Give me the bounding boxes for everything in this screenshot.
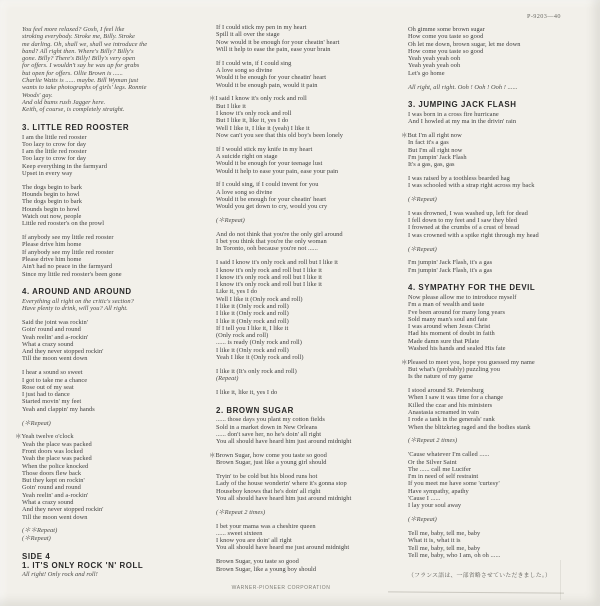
song-header: [22, 287, 208, 296]
lyric-line: but open for offers. Ollie Brown is ......: [22, 69, 123, 77]
stanza-block: [216, 523, 404, 552]
header-line: 2. BROWN SUGAR: [216, 405, 294, 415]
lyric-line: I'm in need of self restraint: [408, 473, 479, 481]
song-header: [22, 123, 208, 132]
header-line: 4. AROUND AND AROUND: [22, 287, 132, 297]
stanza-block: [216, 558, 404, 573]
lyric-line: Goin' round and round: [22, 326, 81, 334]
lyric-line: I bet you think that you're the only woman: [216, 238, 327, 246]
lyric-line: I fell down to my feet and I saw they bled: [408, 217, 517, 225]
lyric-line: What a crazy sound: [22, 340, 74, 348]
lyric-line: What it is, what it is: [408, 537, 461, 545]
lyric-line: I lay your soul away: [408, 502, 462, 510]
note-block: [216, 509, 404, 516]
lyric-line: gone. Billy? There's Billy! Billy's very open: [22, 55, 136, 63]
lyric-line: But they kept on rockin': [22, 477, 85, 485]
lyric-line: ...... is ready (Only rock and roll): [216, 339, 302, 347]
lyric-line: ＊Brown Sugar, how come you taste so good: [209, 451, 327, 459]
lyric-line: I know it's only rock and roll but I like it: [216, 281, 322, 289]
stanza-block: [216, 416, 404, 445]
intro-block: [22, 26, 208, 114]
lyric-line: (＊Repeat): [22, 419, 51, 427]
header-line: 3. JUMPING JACK FLASH: [408, 100, 517, 110]
lyric-line: ...... those days you plant my cotton fields: [216, 416, 325, 424]
lyric-line: (＊＊Repeat): [22, 527, 58, 535]
lyric-line: If you meet me have some 'curtesy': [408, 480, 500, 488]
lyric-line: Now can't you see that this old boy's been lonely: [216, 131, 344, 139]
header-line: 1. IT'S ONLY ROCK 'N' ROLL: [22, 560, 144, 570]
lyric-line: I was born in a cross fire hurricane: [408, 110, 499, 118]
lyric-line: (＊Repeat 2 times): [408, 437, 458, 445]
lyric-line: (Only rock and roll): [216, 332, 269, 340]
lyric-line: And I howled at my ma in the drivin' rain: [408, 118, 517, 126]
stanza-block: [216, 473, 404, 502]
stanza-block: [209, 95, 404, 139]
lyric-line: Well I like it, I like it (yeah) I like it: [216, 124, 310, 132]
lyric-line: But I like it, like it, yes I do: [216, 117, 289, 125]
lyric-line: I know it's only rock and roll: [216, 109, 292, 117]
lyric-line: And do not think that you're the only girl around: [216, 230, 343, 238]
lyric-line: It's a gas, gas, gas: [408, 161, 455, 169]
lyric-line: Have sympathy, apathy: [408, 487, 469, 495]
lyric-line: Had his moment of doubt in faith: [408, 330, 495, 338]
stanza-block: [22, 134, 208, 178]
lyric-line: ＊I said I know it's only rock and roll: [209, 95, 307, 103]
lyric-line: I was drowned, I was washed up, left for dead: [408, 209, 528, 217]
song-header: [216, 406, 404, 415]
lyric-line: me darling. Oh, shall we, shall we introduce the: [22, 40, 148, 48]
lyric-line: I'm jumpin' Jack Flash: [408, 153, 467, 161]
lyric-line: I like it, like it, yes I do: [216, 388, 278, 396]
lyric-line: Woods' gay.: [22, 91, 53, 99]
lyric-line: A love song so divine: [216, 66, 273, 74]
lyric-line: Yeah I like it (Only rock and roll): [216, 354, 304, 362]
lyric-line: I just had to dance: [22, 391, 70, 399]
lyric-line: How come you taste so good: [408, 33, 484, 41]
lyric-line: (＊Repeat): [408, 196, 437, 204]
catalog-number: P-9203—40: [527, 13, 561, 20]
lyric-line: Have plenty to drink, will you? All right.: [22, 305, 128, 313]
stanza-block: [408, 530, 596, 559]
stanza-block: [216, 24, 404, 53]
stanza-block: [216, 368, 404, 375]
stanza-block: [15, 433, 208, 521]
lyric-line: I stood around St. Petersburg: [408, 387, 484, 395]
lyric-line: But what's (probably) puzzling you: [408, 366, 500, 374]
lyric-line: (＊Repeat 2 times): [216, 508, 266, 516]
lyric-line: I frowned at the crumbs of a crust of bread: [408, 224, 520, 232]
lyrics-column-2: [209, 24, 404, 573]
lyric-line: When the blitzkrieg raged and the bodies stank: [408, 423, 531, 431]
lyric-line: But I'm all right now: [408, 146, 463, 154]
lyric-line: Sold many man's soul and fate: [408, 315, 488, 323]
lyric-line: If I tell you I like it, I like it: [216, 324, 289, 332]
lyric-line: Yeah the place was packed: [22, 455, 92, 463]
lyric-line: Please drive him home: [22, 256, 82, 264]
stanza-block: [408, 175, 596, 190]
scan-shadow: [388, 591, 564, 593]
lyric-line: Would it be enough for your cheatin' heart: [216, 74, 327, 82]
lyric-line: You all should have heard me just around midnight: [216, 544, 350, 552]
lyrics-column-3: [401, 26, 596, 580]
stanza-block: [408, 294, 596, 352]
stanza-block: [216, 181, 404, 210]
lyric-line: If I could sing, if I could invent for you: [216, 181, 319, 189]
lyric-line: Brown Sugar, like a young boy should: [216, 565, 317, 573]
stanza-block: [209, 451, 404, 467]
lyric-line: I hear a sound so sweet: [22, 369, 83, 377]
lyric-line: I like it (Only rock and roll): [216, 303, 289, 310]
lyric-line: stroking everybody. Stroke me, Billy. Stroke: [22, 33, 135, 41]
header-line: 3. LITTLE RED ROOSTER: [22, 123, 130, 133]
note-block: [408, 246, 596, 253]
song-header: [408, 100, 596, 109]
lyric-line: But I like it: [216, 102, 246, 110]
lyric-line: You feel more relaxed? Gosh, I feel like: [22, 26, 125, 33]
note-block: [216, 217, 404, 224]
note-block: [22, 420, 208, 427]
lyric-line: （フランス語は、一部省略させていただきました。）: [408, 573, 552, 580]
lyric-line: Keith, of course, is completely straight.: [22, 106, 125, 114]
lyric-line: Would it help to ease your pain, ease your pain: [216, 167, 339, 175]
lyric-line: If I could win, if I could sing: [216, 59, 292, 67]
lyric-line: Keep everything in the farmyard: [22, 162, 107, 170]
lyric-line: Started movin' my feet: [22, 398, 82, 406]
stanza-block: [408, 451, 596, 509]
stanza-block: [22, 369, 208, 413]
lyric-line: Yeah yeah yeah ooh: [408, 55, 461, 63]
stanza-block: [408, 259, 596, 274]
lyric-line: Watch out now, people: [22, 213, 82, 221]
lyric-line: Will it help to ease the pain, ease your brain: [216, 45, 331, 53]
lyric-line: Hounds begin to howl: [22, 191, 80, 199]
note-block: [408, 196, 596, 203]
lyric-line: All right, all right. Ooh ! Ooh ! Ooh ! ......: [408, 83, 518, 91]
lyric-line: Washed his hands and sealed His fate: [408, 345, 506, 352]
lyric-line: The ...... call me Lucifer: [408, 465, 472, 473]
note-block: [22, 571, 208, 578]
lyric-line: I like it (Only rock and roll): [216, 346, 289, 354]
stanza-block: [401, 358, 596, 381]
lyric-line: If I would stick my knife in my heart: [216, 145, 313, 153]
lyric-line: You all should have heard him just around midnight: [216, 494, 352, 502]
lyric-line: I was around when Jesus Christ: [408, 323, 491, 331]
lyric-line: Till the moon went down: [22, 355, 88, 363]
lyric-line: I am the little red rooster: [22, 148, 87, 156]
lyric-line: When the police knocked: [22, 462, 89, 470]
lyric-line: Let's go home: [408, 69, 445, 77]
lyric-line: Yeah and clappin' my hands: [22, 405, 95, 413]
lyric-line: I am the little red rooster: [22, 133, 87, 141]
header-line: SIDE 4: [22, 551, 51, 561]
lyric-line: I'm a man of wealth and taste: [408, 301, 485, 309]
lyric-line: If anybody see my little red rooster: [22, 248, 114, 256]
lyric-line: I bet your mama was a cheshire queen: [216, 522, 316, 530]
lyric-line: Now please allow me to introduce myself: [408, 293, 517, 301]
lyric-line: Yeah reelin' and a-rockin': [22, 333, 89, 341]
stanza-block: [401, 131, 596, 169]
lyric-line: I know you are doin' all right: [216, 537, 292, 545]
lyric-line: 'Cause whatever I'm called ......: [408, 451, 490, 459]
lyric-line: Everything all right on the critic's section?: [22, 297, 134, 305]
lyric-line: Would it be enough for your teenage lust: [216, 160, 323, 168]
lyric-line: Oh let me down, brown sugar, let me down: [408, 40, 521, 48]
lyric-line: I'm jumpin' Jack Flash, it's a gas: [408, 259, 493, 267]
lyric-line: Yeah the place was packed: [22, 440, 92, 448]
lyric-line: I know it's only rock and roll but I like it: [216, 273, 322, 281]
lyric-line: Yeah reelin' and a-rockin': [22, 491, 89, 499]
jp-note-block: [408, 573, 596, 580]
lyric-line: Tryin' to be cold but his blood runs hot: [216, 473, 318, 481]
lyric-line: Too lazy to crow for day: [22, 140, 87, 148]
lyric-line: ＊Pleased to meet you, hope you guessed my name: [401, 358, 535, 366]
lyric-line: Since my little red rooster's been gone: [22, 270, 122, 278]
lyric-line: Till the moon went down: [22, 513, 88, 521]
lyric-line: for offers. I wouldn't say he was up for grabs: [22, 62, 140, 70]
lyric-line: The dogs begin to bark: [22, 183, 83, 191]
lyric-line: wants to take photographs of girls' legs. Ronnie: [22, 84, 147, 92]
lyric-line: Like it, yes I do: [216, 288, 258, 296]
lyric-line: ＊Yeah twelve o'clock: [15, 433, 74, 441]
stanza-block: [216, 231, 404, 253]
lyric-line: Is the nature of my game: [408, 373, 473, 381]
lyric-line: Houseboy knows that he's doin' all right: [216, 487, 321, 495]
lyric-line: I was schooled with a strap right across my back: [408, 182, 535, 190]
lyric-line: In Toronto, ooh because you're not ......: [216, 245, 318, 253]
lyric-line: How come you taste so good: [408, 47, 484, 55]
lyric-line: Those doors flew back: [22, 469, 82, 477]
lyric-line: Lady of the house wonderin' where it's gonna stop: [216, 480, 347, 488]
lyric-line: And they never stopped rockin': [22, 348, 104, 356]
lyric-line: Please drive him home: [22, 241, 82, 249]
lyric-line: I said I know it's only rock and roll but I like it: [216, 259, 338, 267]
note-block: [408, 437, 596, 444]
lyric-line: Would it be enough for your cheatin' heart: [216, 195, 327, 203]
lyric-line: (＊Repeat): [216, 217, 245, 225]
lyric-line: I like it (It's only rock and roll): [216, 367, 297, 375]
lyric-line: I'm jumpin' Jack Flash, it's a gas: [408, 266, 493, 274]
note-block: [408, 84, 596, 91]
lyric-line: Upset in every way: [22, 170, 73, 178]
lyric-line: All right! Only rock and roll!: [22, 571, 98, 579]
stanza-block: [216, 389, 404, 396]
lyric-line: A suicide right on stage: [216, 152, 278, 160]
stanza-block: [216, 146, 404, 175]
lyric-line: (＊Repeat): [408, 516, 437, 524]
lyric-line: Sold in a market down in New Orleans: [216, 423, 318, 431]
lyric-line: ...... don't save her, no he's doin' all right: [216, 430, 322, 438]
lyric-line: Now would it be enough for your cheatin' heart: [216, 38, 340, 46]
lyric-line: What a crazy sound: [22, 499, 74, 507]
stanza-block: [408, 111, 596, 126]
lyric-line: I was raised by a toothless bearded hag: [408, 174, 510, 182]
lyric-line: Front doors was locked: [22, 447, 83, 455]
record-label-name: WARNER-PIONEER CORPORATION: [231, 585, 331, 591]
stanza-block: [216, 60, 404, 89]
song-header: [22, 552, 208, 570]
note-block: [408, 516, 596, 523]
stanza-block: [216, 259, 404, 361]
lyric-line: ...... sweet sixteen: [216, 529, 263, 537]
lyric-line: When I saw it was time for a change: [408, 394, 504, 402]
lyric-line: Hounds begin to howl: [22, 205, 80, 213]
lyric-line: Tell me, baby, tell me, baby: [408, 529, 481, 537]
lyric-line: Oh gimme some brown sugar: [408, 26, 485, 33]
lyric-line: In fact it's a gas: [408, 139, 449, 147]
lyric-line: The dogs begin to bark: [22, 198, 83, 206]
lyric-line: I like it (Only rock and roll): [216, 310, 289, 318]
lyric-line: (Repeat): [216, 375, 239, 383]
lyric-line: You all should have heard him just around midnight: [216, 438, 352, 446]
song-header: [408, 283, 596, 292]
stanza-block: [408, 387, 596, 431]
lyric-line: Ain't had no peace in the farmyard: [22, 263, 113, 271]
stanza-block: [22, 234, 208, 278]
lyric-line: Killed the czar and his ministers: [408, 401, 493, 409]
note-block: [22, 298, 208, 313]
lyric-line: I was crowned with a spike right through my head: [408, 231, 539, 239]
lyric-line: ＊But I'm all right now: [401, 131, 462, 139]
lyric-line: I've been around for many long years: [408, 308, 506, 316]
lyric-line: (＊Repeat): [22, 534, 51, 542]
stanza-block: [408, 210, 596, 239]
lyric-line: Anastasia screamed in vain: [408, 409, 480, 417]
lyric-line: Well I like it (Only rock and roll): [216, 295, 303, 303]
scan-shadow: [560, 560, 561, 600]
note-block: [22, 527, 208, 542]
lyric-line: Said the joint was rockin': [22, 319, 88, 326]
lyric-line: Brown Sugar, just like a young girl should: [216, 459, 327, 467]
lyric-line: Spill it all over the stage: [216, 31, 280, 39]
lyric-line: Rose out of my seat: [22, 383, 74, 391]
stanza-block: [22, 184, 208, 228]
lyric-line: I got to take me a chance: [22, 376, 88, 384]
lyric-line: Or the Silver Saint: [408, 458, 457, 466]
lyrics-column-1: [15, 26, 208, 579]
lyric-line: Would you get down to cry, would you cry: [216, 203, 328, 211]
note-block: [216, 375, 404, 382]
lyric-line: 'Cause I ......: [408, 495, 441, 503]
lyric-line: I know it's only rock and roll but I like it: [216, 266, 322, 274]
lyric-line: And old bums rush Jagger here.: [22, 98, 106, 106]
lyric-line: Tell me, baby, tell me, baby: [408, 544, 481, 552]
lyric-line: (＊Repeat): [408, 245, 437, 253]
lyric-line: Yeah yeah yeah ooh: [408, 62, 461, 70]
lyric-line: Would it be enough pain, would it pain: [216, 81, 318, 89]
lyric-line: band? All right then. Where's Billy? Billy's: [22, 47, 134, 55]
stanza-block: [408, 26, 596, 77]
lyric-line: I like it (Only rock and roll): [216, 317, 289, 325]
lyric-line: And they never stopped rockin': [22, 506, 104, 514]
lyric-line: If anybody see my little red rooster: [22, 234, 114, 242]
lyric-line: Too lazy to crow for day: [22, 155, 87, 163]
lyric-line: Goin' round and round: [22, 484, 81, 492]
lyric-line: I rode a tank in the generals' rank: [408, 416, 495, 424]
header-line: 4. SYMPATHY FOR THE DEVIL: [408, 283, 536, 293]
stanza-block: [22, 319, 208, 363]
lyric-line: Brown Sugar, you taste so good: [216, 558, 299, 566]
lyric-line: A love song so divine: [216, 188, 273, 196]
lyric-line: Made damn sure that Pilate: [408, 337, 480, 345]
lyric-line: Tell me, baby, who I am, oh oh ......: [408, 551, 501, 559]
lyric-line: If I could stick my pen in my heart: [216, 24, 307, 31]
lyric-line: Charlie Watts is ...... maybe. Bill Wyman just: [22, 77, 139, 85]
lyric-line: Little red rooster's on the prowl: [22, 220, 105, 228]
